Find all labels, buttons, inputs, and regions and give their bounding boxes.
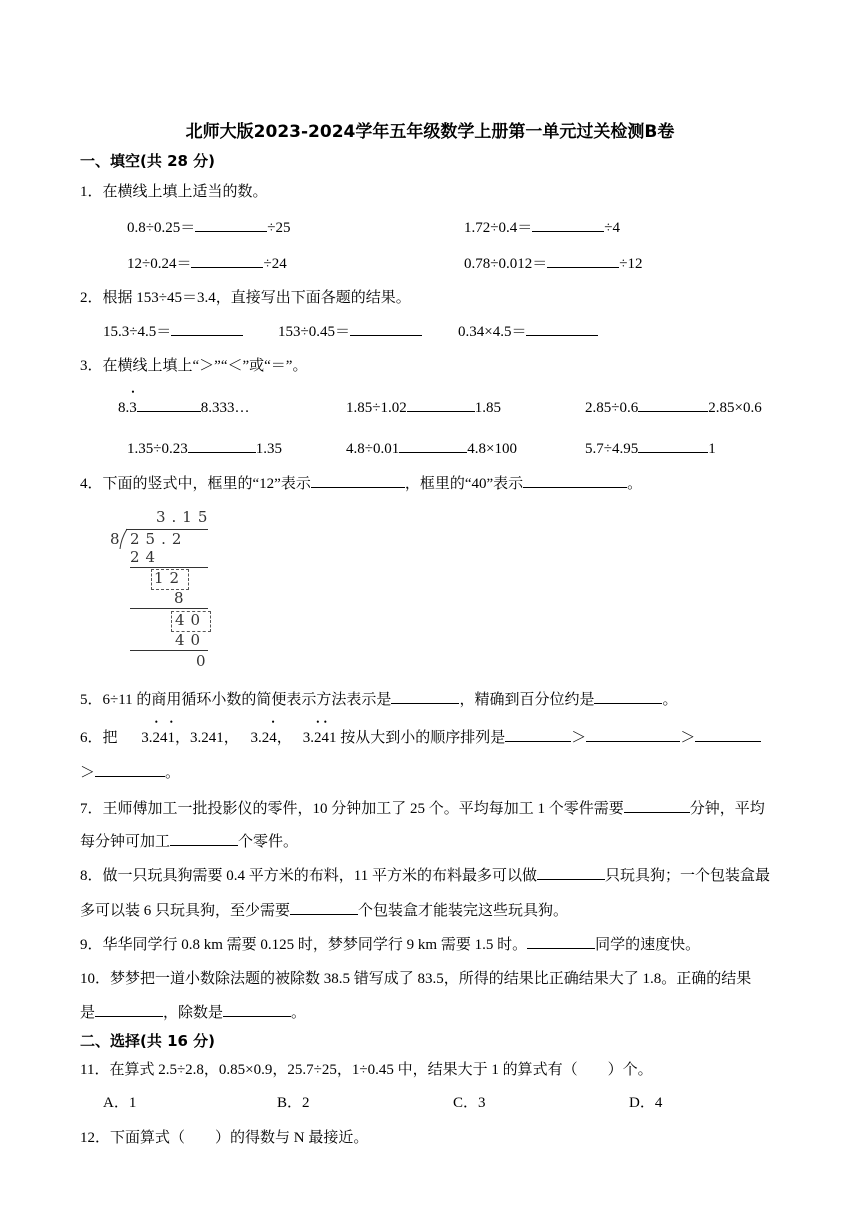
q3c-left: 2.85÷0.6	[585, 400, 639, 416]
answer-blank[interactable]	[170, 830, 238, 846]
division-bracket	[119, 528, 129, 550]
answer-blank[interactable]	[526, 320, 598, 336]
answer-blank[interactable]	[95, 761, 165, 777]
q1a-expression: 0.8÷0.25＝	[127, 220, 196, 236]
question-2-stem: 2．根据 153÷45＝3.4，直接写出下面各题的结果。	[80, 290, 411, 306]
question-2b	[278, 320, 422, 341]
question-2a	[103, 320, 243, 341]
answer-blank[interactable]	[391, 688, 459, 704]
answer-blank[interactable]	[505, 726, 571, 742]
q11-option-a[interactable]: A．1	[103, 1095, 137, 1111]
question-3c	[585, 396, 762, 417]
repeating-decimal-8-3: 8.• 3	[118, 400, 137, 416]
question-11-stem: 11．在算式 2.5÷2.8，0.85×0.9，25.7÷25，1÷0.45 中，结果大于 1 的算式有（ ）个。	[80, 1062, 653, 1078]
q3b-right: 1.85	[474, 400, 501, 416]
q1b-expression: 1.72÷0.4＝	[464, 220, 533, 236]
question-4-stem: 4．下面的竖式中，框里的“12”表示 ，框里的“40”表示 。	[80, 472, 642, 493]
section-heading-choice: 二、选择(共 16 分)	[80, 1032, 216, 1050]
answer-blank[interactable]	[191, 252, 263, 268]
question-6-line-1: 6．把 3.• 24• 1，3.241， 3.2• 4， 3.• 2• 41 按从大到小的顺序排列是 ＞ ＞	[80, 726, 761, 747]
answer-blank[interactable]	[171, 320, 243, 336]
q3c-right: 2.85×0.6	[708, 400, 762, 416]
answer-blank[interactable]	[223, 1001, 291, 1017]
long-division-figure	[108, 505, 228, 675]
division-remainder-40: 40	[175, 611, 207, 629]
division-step-2-subtract: 8	[174, 589, 190, 607]
division-step-1-subtract: 24	[130, 548, 162, 566]
question-7-line-1: 7．王师傅加工一批投影仪的零件，10 分钟加工了 25 个。平均每加工 1 个零件需要 分钟，平均	[80, 797, 765, 818]
question-6-line-2: ＞ 。	[80, 761, 180, 782]
question-10-line-2: 是 ，除数是 。	[80, 1001, 306, 1022]
q1c-expression: 12÷0.24＝	[127, 256, 192, 272]
question-12-stem: 12．下面算式（ ）的得数与 N 最接近。	[80, 1130, 369, 1146]
q1d-divisor: ÷12	[619, 256, 643, 272]
question-8-line-2: 多可以装 6 只玩具狗，至少需要 个包装盒才能装完这些玩具狗。	[80, 899, 568, 920]
answer-blank[interactable]	[527, 933, 595, 949]
q11-option-b[interactable]: B．2	[277, 1095, 310, 1111]
answer-blank[interactable]	[695, 726, 761, 742]
page-title: 北师大版2023-2024学年五年级数学上册第一单元过关检测B卷	[185, 122, 675, 142]
q3b-left: 1.85÷1.02	[346, 400, 407, 416]
q2a-expression: 15.3÷4.5＝	[103, 324, 172, 340]
q2b-expression: 153÷0.45＝	[278, 324, 350, 340]
division-final-remainder: 0	[196, 652, 212, 670]
answer-blank[interactable]	[195, 216, 267, 232]
answer-blank[interactable]	[290, 899, 358, 915]
division-dividend: 25.2	[130, 530, 188, 548]
question-7-line-2: 每分钟可加工 个零件。	[80, 830, 298, 851]
repeating-decimal-3-24: 3.2• 4	[251, 730, 277, 746]
division-divisor: 8	[110, 530, 126, 548]
q3a-right: 8.333…	[200, 400, 250, 416]
answer-blank[interactable]	[311, 472, 405, 488]
question-3b	[346, 396, 501, 417]
answer-blank[interactable]	[537, 864, 605, 880]
answer-blank[interactable]	[350, 320, 422, 336]
answer-blank[interactable]	[547, 252, 619, 268]
answer-blank[interactable]	[523, 472, 627, 488]
question-8-line-1: 8．做一只玩具狗需要 0.4 平方米的布料，11 平方米的布料最多可以做 只玩具狗；一个包装盒最	[80, 864, 770, 885]
compare-blank[interactable]	[407, 396, 475, 412]
q3d-left: 1.35÷0.23	[127, 441, 188, 457]
compare-blank[interactable]	[638, 437, 708, 453]
division-quotient: 3.15	[156, 508, 214, 526]
question-2c	[458, 320, 598, 341]
answer-blank[interactable]	[532, 216, 604, 232]
q3e-left: 4.8÷0.01	[346, 441, 400, 457]
compare-blank[interactable]	[188, 437, 256, 453]
q1c-divisor: ÷24	[263, 256, 287, 272]
repeating-decimal-3-241: 3.• 24• 1	[141, 730, 175, 746]
q11-option-d[interactable]: D．4	[629, 1095, 663, 1111]
division-step-3-subtract: 40	[175, 631, 207, 649]
question-5: 5．6÷11 的商用循环小数的简便表示方法表示是 ，精确到百分位约是 。	[80, 688, 677, 709]
compare-blank[interactable]	[399, 437, 467, 453]
answer-blank[interactable]	[594, 688, 662, 704]
q3f-left: 5.7÷4.95	[585, 441, 639, 457]
q11-option-c[interactable]: C．3	[453, 1095, 486, 1111]
q1a-divisor: ÷25	[267, 220, 291, 236]
question-3d	[127, 437, 282, 458]
question-1d	[464, 252, 642, 273]
question-3a	[118, 396, 250, 417]
question-10-line-1: 10．梦梦把一道小数除法题的被除数 38.5 错写成了 83.5，所得的结果比正确结果大了 1.8。正确的结果	[80, 971, 752, 987]
q3f-right: 1	[708, 441, 716, 457]
q1b-divisor: ÷4	[604, 220, 620, 236]
repeating-decimal-3-241-b: 3.• 2• 41	[303, 730, 337, 746]
question-1b	[464, 216, 620, 237]
compare-blank[interactable]	[638, 396, 708, 412]
question-1a	[127, 216, 290, 237]
answer-blank[interactable]	[95, 1001, 163, 1017]
compare-blank[interactable]	[137, 396, 201, 412]
question-1c	[127, 252, 287, 273]
q3e-right: 4.8×100	[467, 441, 517, 457]
answer-blank[interactable]	[624, 797, 690, 813]
q1d-expression: 0.78÷0.012＝	[464, 256, 548, 272]
q2c-expression: 0.34×4.5＝	[458, 324, 527, 340]
question-9: 9．华华同学行 0.8 km 需要 0.125 时，梦梦同学行 9 km 需要 1.5 时。 同学的速度快。	[80, 933, 700, 954]
q3d-right: 1.35	[255, 441, 282, 457]
question-3e	[346, 437, 517, 458]
question-1-stem: 1．在横线上填上适当的数。	[80, 184, 268, 200]
question-3-stem: 3．在横线上填上“＞”“＜”或“＝”。	[80, 358, 308, 374]
section-heading-fill-in: 一、填空(共 28 分)	[80, 152, 216, 170]
answer-blank[interactable]	[586, 726, 680, 742]
question-3f	[585, 437, 716, 458]
division-remainder-12: 12	[154, 569, 186, 587]
